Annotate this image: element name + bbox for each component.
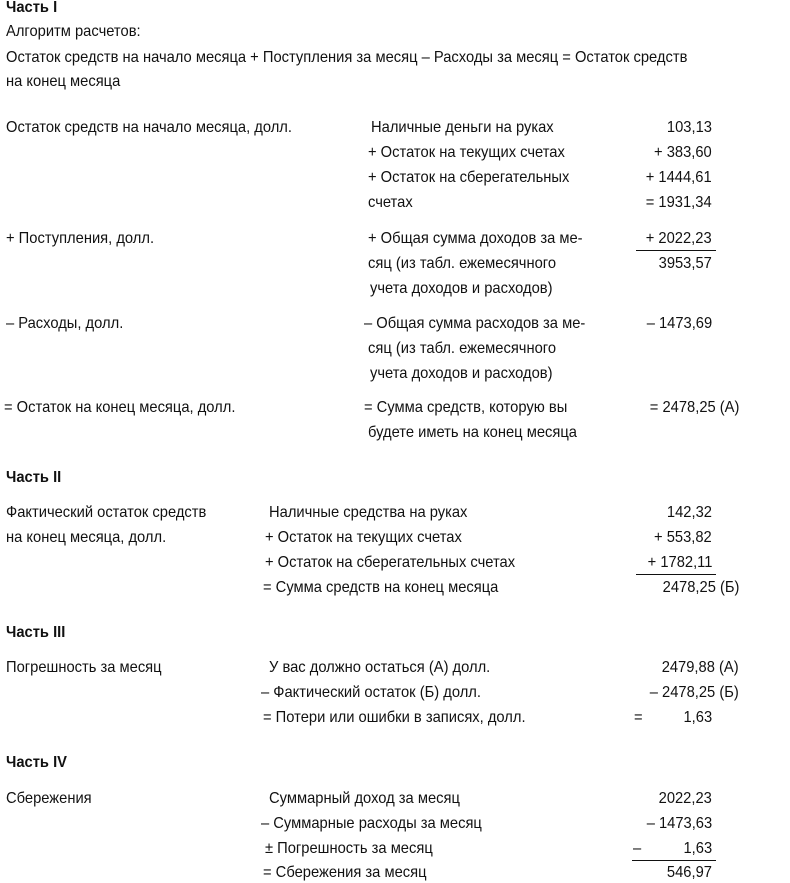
income-value: + 2022,23 xyxy=(646,230,712,247)
start-cash-text: Наличные деньги на руках xyxy=(371,119,554,136)
part1-heading: Часть I xyxy=(6,0,58,16)
start-savings-text-cont: счетах xyxy=(368,194,413,211)
savings-sum-rule xyxy=(632,860,716,861)
income-label: + Поступления, долл. xyxy=(6,230,155,247)
actual-total-text: = Сумма средств на конец месяца xyxy=(263,579,499,596)
start-balance-label: Остаток средств на начало месяца, долл. xyxy=(6,119,292,136)
actual-checking-text: + Остаток на текущих счетах xyxy=(265,529,462,546)
expenses-text-line1: – Общая сумма расходов за ме- xyxy=(364,315,586,332)
savings-label: Сбережения xyxy=(6,790,92,807)
income-text-line2: сяц (из табл. ежемесячного xyxy=(368,255,557,272)
start-total-value: = 1931,34 xyxy=(646,194,712,211)
loss-value: 1,63 xyxy=(683,709,712,726)
total-expenses-value: – 1473,63 xyxy=(646,815,712,832)
actual-checking-value: + 553,82 xyxy=(654,529,712,546)
error-value: 1,63 xyxy=(683,840,712,857)
actual-cash-value: 142,32 xyxy=(666,504,712,521)
start-checking-text: + Остаток на текущих счетах xyxy=(368,144,565,161)
savings-total-value: 546,97 xyxy=(666,864,712,881)
part2-heading: Часть II xyxy=(6,469,62,486)
end-balance-text-line2: будете иметь на конец месяца xyxy=(368,424,577,441)
total-income-text: Суммарный доход за месяц xyxy=(269,790,460,807)
part4-heading: Часть IV xyxy=(6,754,67,771)
actual-balance-label-line1: Фактический остаток средств xyxy=(6,504,207,521)
error-sign: – xyxy=(633,840,642,857)
actual-sum-rule xyxy=(636,574,716,575)
start-cash-value: 103,13 xyxy=(666,119,712,136)
actual-balance-label-line2: на конец месяца, долл. xyxy=(6,529,167,546)
loss-text: = Потери или ошибки в записях, долл. xyxy=(263,709,526,726)
end-balance-text-line1: = Сумма средств, которую вы xyxy=(364,399,568,416)
end-balance-label: = Остаток на конец месяца, долл. xyxy=(4,399,236,416)
actual-total-value: 2478,25 (Б) xyxy=(662,579,739,596)
expenses-label: – Расходы, долл. xyxy=(6,315,124,332)
loss-sign: = xyxy=(634,709,643,726)
expenses-text-line3: учета доходов и расходов) xyxy=(370,365,553,382)
algorithm-title: Алгоритм расчетов: xyxy=(6,23,141,40)
actual-cash-text: Наличные средства на руках xyxy=(269,504,468,521)
total-income-value: 2022,23 xyxy=(658,790,712,807)
discrepancy-label: Погрешность за месяц xyxy=(6,659,162,676)
income-text-line3: учета доходов и расходов) xyxy=(370,280,553,297)
end-balance-value: = 2478,25 (А) xyxy=(649,399,739,416)
actual-savings-text: + Остаток на сберегательных счетах xyxy=(265,554,516,571)
start-savings-value: + 1444,61 xyxy=(646,169,712,186)
error-text: ± Погрешность за месяц xyxy=(265,840,433,857)
income-text-line1: + Общая сумма доходов за ме- xyxy=(368,230,583,247)
start-savings-text: + Остаток на сберегательных xyxy=(368,169,570,186)
expected-balance-value: 2479,88 (А) xyxy=(662,659,739,676)
total-expenses-text: – Суммарные расходы за месяц xyxy=(261,815,482,832)
part3-heading: Часть III xyxy=(6,624,66,641)
expenses-text-line2: сяц (из табл. ежемесячного xyxy=(368,340,557,357)
start-checking-value: + 383,60 xyxy=(654,144,712,161)
algorithm-formula-line1: Остаток средств на начало месяца + Поступления за месяц – Расходы за месяц = Остаток средств xyxy=(6,49,688,66)
income-subtotal-value: 3953,57 xyxy=(658,255,712,272)
actual-balance-value: – 2478,25 (Б) xyxy=(649,684,739,701)
algorithm-formula-line2: на конец месяца xyxy=(6,73,121,90)
expected-balance-text: У вас должно остаться (А) долл. xyxy=(269,659,491,676)
expenses-value: – 1473,69 xyxy=(646,315,712,332)
income-sum-rule xyxy=(636,250,716,251)
savings-total-text: = Сбережения за месяц xyxy=(263,864,427,881)
actual-savings-value: + 1782,11 xyxy=(647,554,712,571)
actual-balance-text: – Фактический остаток (Б) долл. xyxy=(261,684,481,701)
